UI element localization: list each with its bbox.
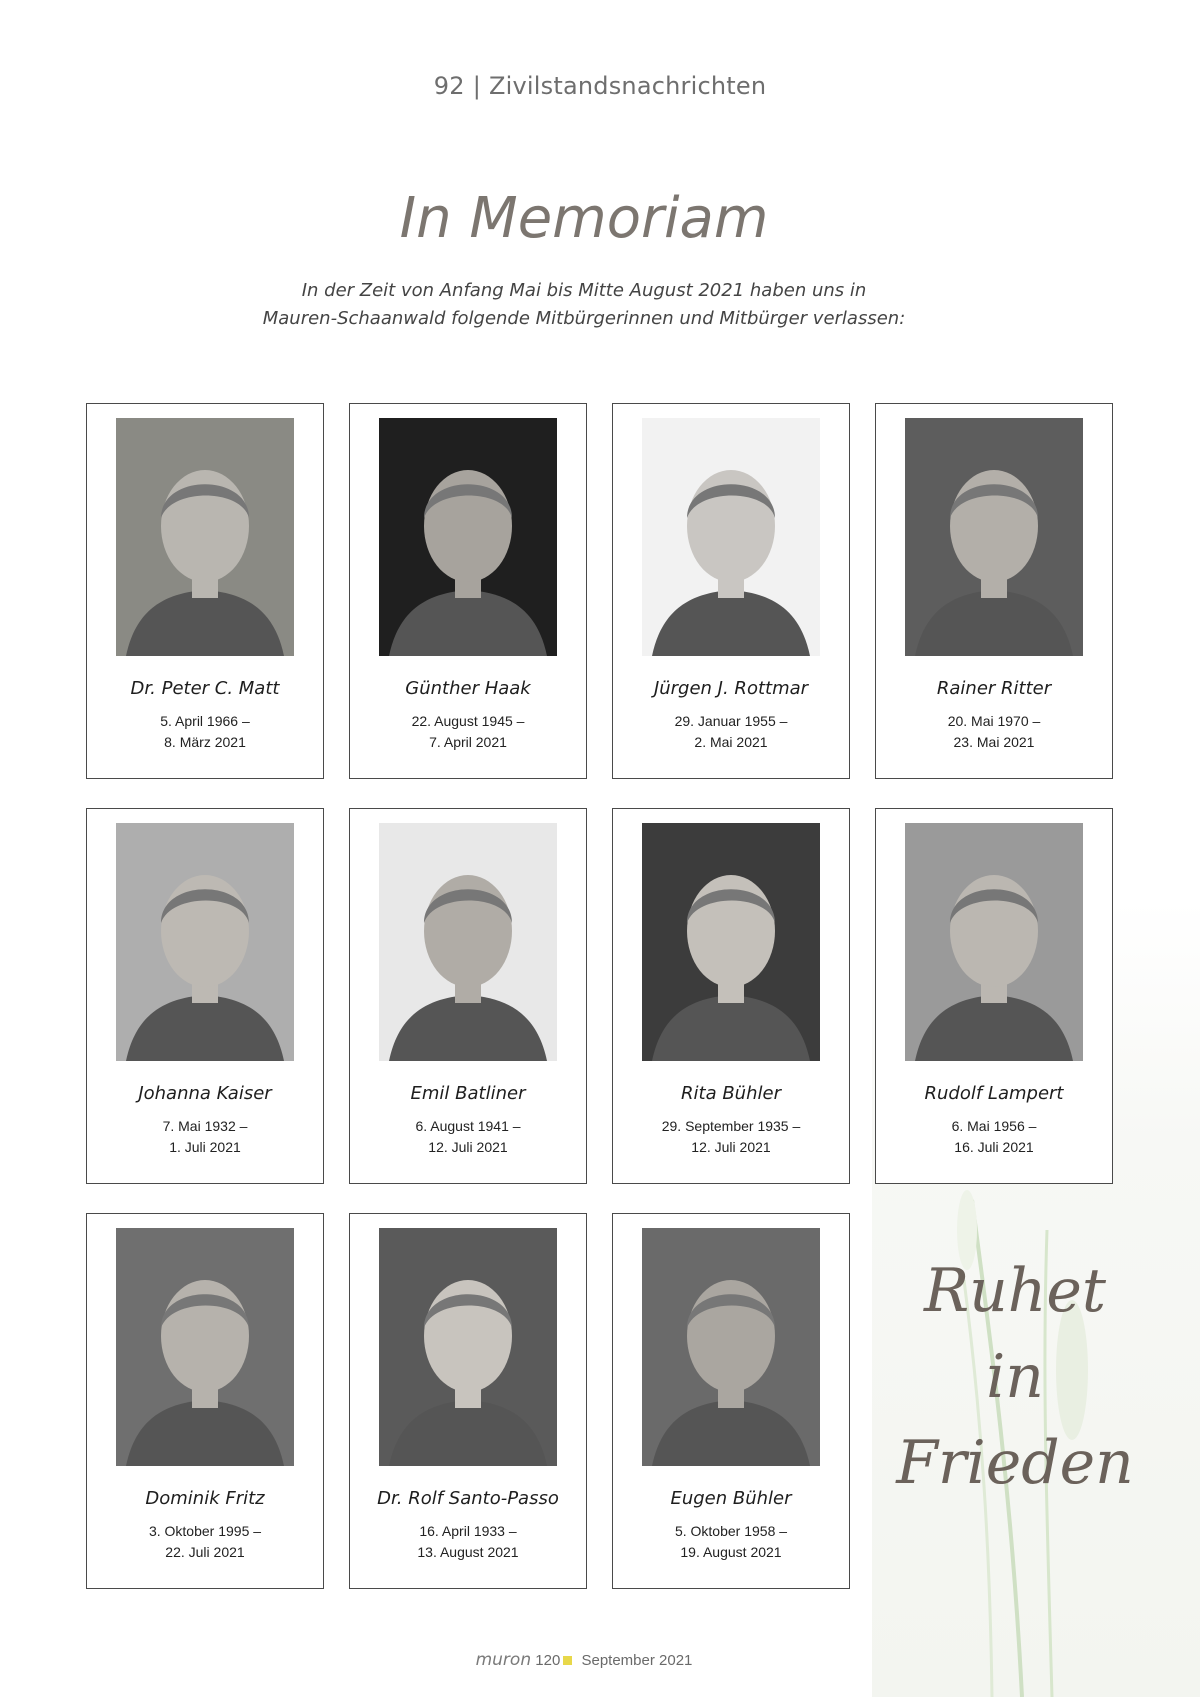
- death-date: 1. Juli 2021: [169, 1139, 241, 1155]
- issue-number: 120: [535, 1652, 561, 1669]
- portrait-photo: [642, 823, 820, 1061]
- birth-date: 3. Oktober 1995 –: [148, 1523, 262, 1539]
- person-name: Johanna Kaiser: [138, 1083, 272, 1104]
- memorial-card: [875, 403, 1113, 779]
- death-date: 19. August 2021: [680, 1544, 782, 1560]
- rest-in-peace-script: [870, 1248, 1160, 1506]
- portrait-photo: [116, 418, 294, 656]
- person-name: Günther Haak: [405, 678, 531, 699]
- magazine-brand: muron: [475, 1650, 532, 1670]
- header-separator: |: [472, 72, 481, 100]
- memorial-card: [86, 1213, 324, 1589]
- page-header: [0, 72, 1200, 100]
- life-dates: [876, 711, 1112, 753]
- birth-date: 5. April 1966 –: [160, 713, 250, 729]
- memorial-card: [612, 1213, 850, 1589]
- life-dates: [350, 711, 586, 753]
- birth-date: 6. Mai 1956 –: [951, 1118, 1037, 1134]
- life-dates: [350, 1116, 586, 1158]
- portrait-photo: [379, 1228, 557, 1466]
- death-date: 13. August 2021: [417, 1544, 519, 1560]
- birth-date: 22. August 1945 –: [411, 713, 525, 729]
- person-name: Jürgen J. Rottmar: [653, 678, 809, 699]
- person-name: Dr. Peter C. Matt: [130, 678, 280, 699]
- portrait-photo: [379, 823, 557, 1061]
- death-date: 12. Juli 2021: [428, 1139, 508, 1155]
- birth-date: 29. Januar 1955 –: [674, 713, 788, 729]
- intro-line-1: In der Zeit von Anfang Mai bis Mitte August 2021 haben uns in: [301, 280, 867, 301]
- person-name: Rudolf Lampert: [924, 1083, 1064, 1104]
- birth-date: 20. Mai 1970 –: [947, 713, 1041, 729]
- birth-date: 7. Mai 1932 –: [162, 1118, 248, 1134]
- portrait-photo: [116, 823, 294, 1061]
- life-dates: [87, 711, 323, 753]
- intro-line-2: Mauren-Schaanwald folgende Mitbürgerinnen und Mitbürger verlassen:: [262, 308, 906, 329]
- life-dates: [876, 1116, 1112, 1158]
- script-line-3: Frieden: [896, 1428, 1134, 1498]
- birth-date: 29. September 1935 –: [661, 1118, 801, 1134]
- person-name: Rita Bühler: [681, 1083, 781, 1104]
- person-name: Emil Batliner: [410, 1083, 526, 1104]
- issue-date: September 2021: [581, 1652, 693, 1669]
- page-title: In Memoriam: [399, 186, 769, 251]
- portrait-photo: [116, 1228, 294, 1466]
- person-name: Dominik Fritz: [145, 1488, 265, 1509]
- death-date: 22. Juli 2021: [165, 1544, 245, 1560]
- birth-date: 16. April 1933 –: [419, 1523, 517, 1539]
- memorial-card: [875, 808, 1113, 1184]
- portrait-photo: [905, 823, 1083, 1061]
- life-dates: [350, 1521, 586, 1563]
- memorial-card: [349, 808, 587, 1184]
- memorial-card: [349, 1213, 587, 1589]
- script-line-2: in: [986, 1342, 1044, 1412]
- life-dates: [613, 711, 849, 753]
- page-number: 92: [433, 72, 465, 100]
- death-date: 8. März 2021: [164, 734, 246, 750]
- page-footer: [0, 1650, 1168, 1670]
- life-dates: [87, 1521, 323, 1563]
- memorial-card: [86, 403, 324, 779]
- death-date: 7. April 2021: [429, 734, 507, 750]
- birth-date: 5. Oktober 1958 –: [674, 1523, 788, 1539]
- life-dates: [613, 1521, 849, 1563]
- portrait-photo: [642, 418, 820, 656]
- birth-date: 6. August 1941 –: [415, 1118, 521, 1134]
- accent-square-icon: [563, 1656, 572, 1665]
- death-date: 23. Mai 2021: [953, 734, 1035, 750]
- person-name: Eugen Bühler: [670, 1488, 792, 1509]
- death-date: 12. Juli 2021: [691, 1139, 771, 1155]
- section-title: Zivilstandsnachrichten: [488, 72, 767, 100]
- life-dates: [87, 1116, 323, 1158]
- memorial-card: [612, 808, 850, 1184]
- person-name: Dr. Rolf Santo-Passo: [377, 1488, 559, 1509]
- memorial-card: [349, 403, 587, 779]
- memorial-card: [86, 808, 324, 1184]
- life-dates: [613, 1116, 849, 1158]
- death-date: 16. Juli 2021: [954, 1139, 1034, 1155]
- intro-text: [0, 277, 1168, 333]
- death-date: 2. Mai 2021: [694, 734, 768, 750]
- portrait-photo: [379, 418, 557, 656]
- memorial-card: [612, 403, 850, 779]
- person-name: Rainer Ritter: [936, 678, 1052, 699]
- script-line-1: Ruhet: [923, 1256, 1107, 1326]
- portrait-photo: [905, 418, 1083, 656]
- portrait-photo: [642, 1228, 820, 1466]
